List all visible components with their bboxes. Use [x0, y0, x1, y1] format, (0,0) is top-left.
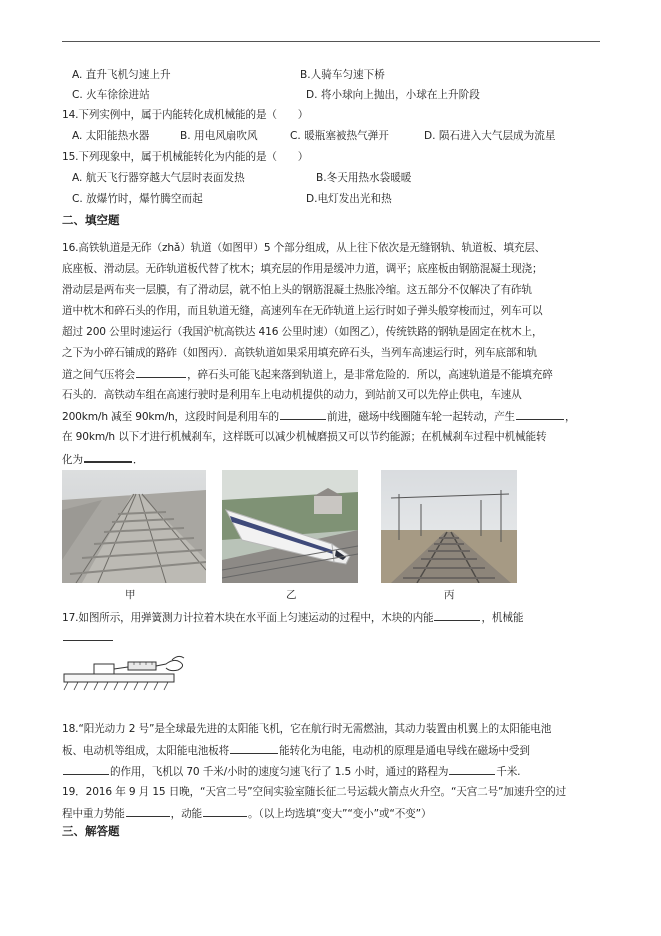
q16-line-9-text-a: 200km/h 减至 90km/h，这段时间是利用车的: [62, 411, 279, 423]
q14-option-a: A. 太阳能热水器: [72, 130, 150, 142]
q16-line-11: [62, 451, 143, 467]
q15-option-c: C. 放爆竹时，爆竹腾空而起: [72, 193, 203, 205]
photo-caption-b: 乙: [286, 589, 297, 601]
q16-line-10: 在 90km/h 以下才进行机械刹车，这样既可以减少机械磨损又可以节约能源；在机械刹车过程中机械能转: [62, 431, 547, 443]
q18-line-2-text-a: 板、电动机等组成，太阳能电池板将: [62, 745, 230, 757]
q15-option-b: B.冬天用热水袋暖暖: [316, 172, 412, 184]
q19-line-2-text-c: 。（以上均选填“变大”“变小”或“不变”）: [248, 808, 432, 820]
q19-line-1: 19．2016 年 9 月 15 日晚，“天宫二号”空间实验室随长征二号运载火箭点火升空。“天宫二号”加速升空的过: [62, 786, 567, 798]
q13-option-a: A. 直升飞机匀速上升: [72, 69, 171, 81]
photo-caption-c: 丙: [444, 589, 455, 601]
q19-line-2-text-b: ，动能: [170, 808, 203, 820]
q13-option-d: D. 将小球向上抛出，小球在上升阶段: [306, 89, 480, 101]
q16-blank-pressure[interactable]: [136, 367, 186, 378]
q14-option-d: D. 陨石进入大气层成为流星: [424, 130, 556, 142]
q16-line-9-text-b: 前进，磁场中线圈随车轮一起转动，产生: [327, 411, 515, 423]
figure-spring-scale-block: [62, 650, 192, 702]
q16-blank-inertia[interactable]: [280, 409, 326, 420]
photo-ballastless-track: [62, 470, 206, 583]
photo-ballasted-track: [381, 470, 517, 583]
q16-line-7-text-a: 道之间气压将会: [62, 369, 136, 381]
q16-line-7: [62, 367, 553, 382]
q18-blank-energy[interactable]: [230, 743, 278, 754]
q17-line-1-text-a: 17.如图所示，用弹簧测力计拉着木块在水平面上匀速运动的过程中，木块的内能: [62, 612, 434, 624]
photo-caption-a: 甲: [125, 589, 136, 601]
q19-blank-kinetic-energy[interactable]: [203, 806, 247, 817]
q15-option-a: A. 航天飞行器穿越大气层时表面发热: [72, 172, 245, 184]
q14-stem: 14.下列实例中，属于内能转化成机械能的是（ ）: [62, 109, 309, 121]
q16-line-4: 道中枕木和碎石头的作用，而且轨道无缝，高速列车在无砟轨道上运行时如子弹头般穿梭而过，列车可以: [62, 305, 543, 317]
section-title-answer: 三、解答题: [62, 824, 120, 838]
q17-line-2: [62, 630, 114, 645]
q18-line-3: [62, 764, 520, 779]
q18-line-3-text-b: 千米.: [496, 766, 521, 778]
q18-line-3-text-a: 的作用，飞机以 70 千米/小时的速度匀速飞行了 1.5 小时，通过的路程为: [110, 766, 449, 778]
q16-line-6: 之下为小碎石铺成的路砟（如图丙）．高铁轨道如果采用填充碎石头，当列车高速运行时，列车底部和轨: [62, 347, 538, 359]
q16-line-1: 16.高铁轨道是无砟（zhǎ）轨道（如图甲）5 个部分组成，从上往下依次是无缝钢轨、轨道板、填充层、: [62, 242, 546, 254]
q16-blank-current[interactable]: [516, 409, 564, 420]
q17-line-1-text-b: ，机械能: [481, 612, 524, 624]
photo-high-speed-train: [222, 470, 358, 583]
q16-line-9-text-c: ，: [565, 411, 576, 423]
q19-blank-potential-energy[interactable]: [126, 806, 170, 817]
q18-line-2: [62, 743, 530, 758]
q19-line-2: [62, 806, 431, 821]
q18-blank-distance[interactable]: [449, 764, 495, 775]
q15-stem: 15.下列现象中，属于机械能转化为内能的是（ ）: [62, 151, 309, 163]
q14-option-b: B. 用电风扇吹风: [180, 130, 258, 142]
q15-option-d: D.电灯发出光和热: [306, 193, 392, 205]
q16-line-5: 超过 200 公里时速运行（我国沪杭高铁达 416 公里时速）（如图乙），传统铁路的钢轨是固定在枕木上，: [62, 326, 543, 338]
q18-blank-force[interactable]: [63, 764, 109, 775]
q16-line-11-text-b: ．: [132, 454, 144, 466]
q16-line-11-text-a: 化为: [62, 454, 83, 466]
q16-line-3: 滑动层是两布夹一层膜，有了滑动层，就不怕上头的钢筋混凝土热胀冷缩。这五部分不仅解决了有砟轨: [62, 284, 532, 296]
q16-line-2: 底座板、滑动层。无砟轨道板代替了枕木；填充层的作用是缓冲力道，调平；底座板由钢筋混凝土现浇；: [62, 263, 543, 275]
q19-line-2-text-a: 程中重力势能: [62, 808, 125, 820]
q16-line-7-text-b: ，碎石头可能飞起来落到轨道上，是非常危险的．所以，高速轨道是不能填充碎: [187, 369, 553, 381]
q17-blank-internal-energy[interactable]: [434, 610, 480, 621]
q16-line-8: 石头的．高铁动车组在高速行驶时是利用车上电动机提供的动力，到站前又可以先停止供电，车速从: [62, 389, 522, 401]
q18-line-2-text-b: 能转化为电能，电动机的原理是通电导线在磁场中受到: [279, 745, 530, 757]
q13-option-b: B.人骑车匀速下桥: [300, 69, 385, 81]
q13-option-c: C. 火车徐徐进站: [72, 89, 150, 101]
q18-line-1: 18.“阳光动力 2 号”是全球最先进的太阳能飞机，它在航行时无需燃油，其动力装置由机翼上的太阳能电池: [62, 723, 552, 735]
q17-line-1: [62, 610, 523, 625]
q17-blank-mechanical-energy[interactable]: [63, 630, 113, 641]
q16-line-9: [62, 409, 575, 424]
section-title-fill-in: 二、填空题: [62, 213, 120, 227]
q14-option-c: C. 暖瓶塞被热气弹开: [290, 130, 389, 142]
header-rule: [62, 41, 600, 42]
q16-blank-energy-form[interactable]: [84, 451, 132, 463]
